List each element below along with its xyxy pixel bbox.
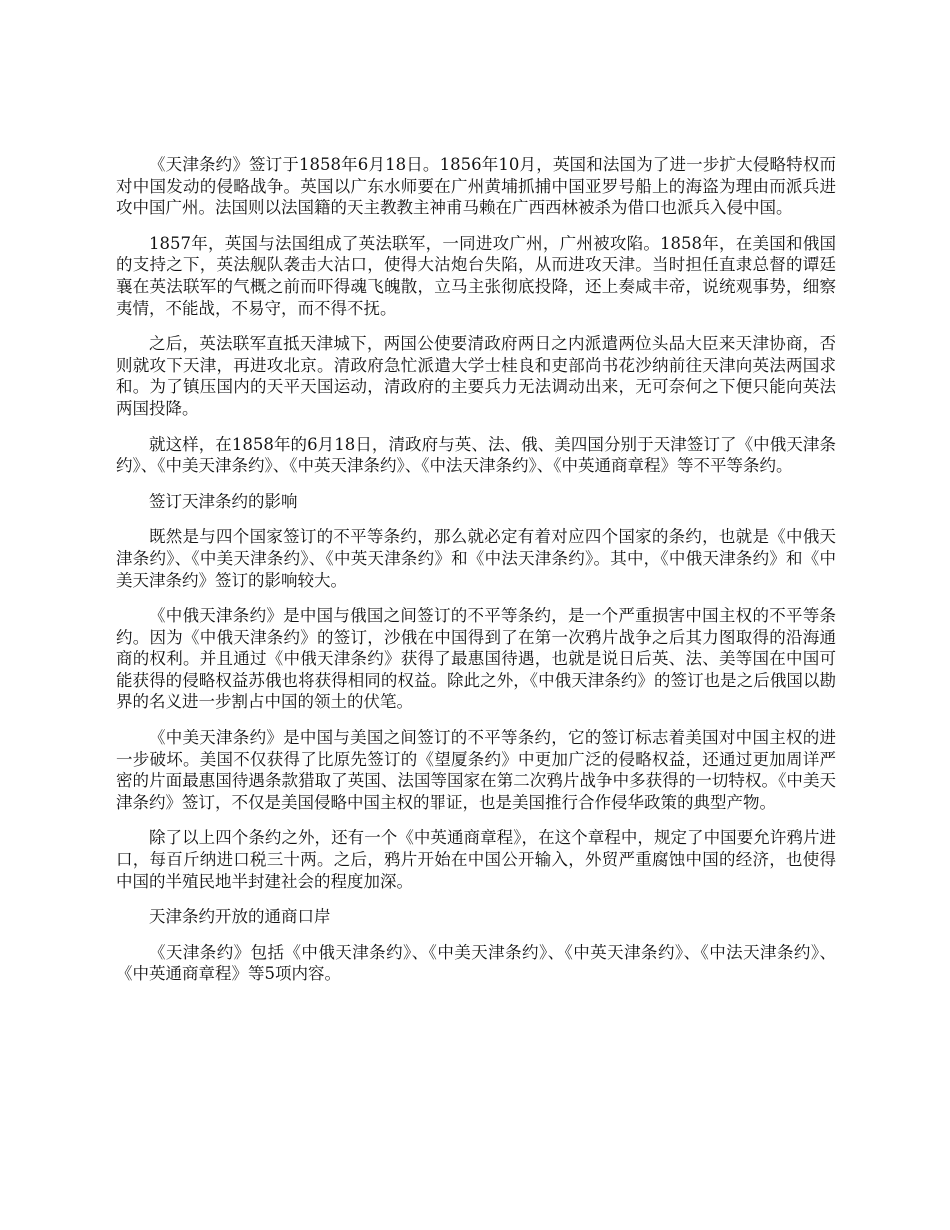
document-page [116, 154, 836, 999]
paragraph-treaty-contents: 《天津条约》包括《中俄天津条约》、《中美天津条约》、《中英天津条约》、《中法天津条约》、《中英通商章程》等5项内容。 [116, 942, 836, 984]
paragraph-treaty-signing: 《天津条约》签订于1858年6月18日。1856年10月，英国和法国为了进一步扩大侵略特权而对中国发动的侵略战争。英国以广东水师要在广州黄埔抓捕中国亚罗号船上的海盗为理由而派兵进攻中国广州。法国则以法国籍的天主教教主神甫马赖在广西西林被杀为借口也派兵入侵中国。 [116, 155, 836, 218]
paragraph-sino-american-treaty: 《中美天津条约》是中国与美国之间签订的不平等条约，它的签订标志着美国对中国主权的进一步破坏。美国不仅获得了比原先签订的《望厦条约》中更加广泛的侵略权益，还通过更加周详严密的片面最惠国待遇条款猎取了英国、法国等国家在第二次鸦片战争中多获得的一切特权。《中美天津条约》签订，不仅是美国侵略中国主权的罪证，也是美国推行合作侵华政策的典型产物。 [116, 728, 836, 812]
section-heading-treaty-ports: 天津条约开放的通商口岸 [149, 907, 331, 927]
section-heading-impact: 签订天津条约的影响 [149, 491, 298, 511]
paragraph-sino-russian-treaty: 《中俄天津条约》是中国与俄国之间签订的不平等条约，是一个严重损害中国主权的不平等条约。因为《中俄天津条约》的签订，沙俄在中国得到了在第一次鸦片战争之后其力图取得的沿海通商的权利。并且通过《中俄天津条约》获得了最惠国待遇，也就是说日后英、法、美等国在中国可能获得的侵略权益苏俄也将获得相同的权益。除此之外，《中俄天津条约》的签订也是之后俄国以勘界的名义进一步割占中国的领土的伏笔。 [116, 606, 836, 712]
paragraph-treaties-signed: 就这样，在1858年的6月18日，清政府与英、法、俄、美四国分别于天津签订了《中俄天津条约》、《中美天津条约》、《中英天津条约》、《中法天津条约》、《中英通商章程》等不平等条约。 [116, 434, 836, 476]
paragraph-tianjin-negotiation: 之后，英法联军直抵天津城下，两国公使要清政府两日之内派遣两位头品大臣来天津协商，否则就攻下天津，再进攻北京。清政府急忙派遣大学士桂良和吏部尚书花沙纳前往天津向英法两国求和。为了镇压国内的天平天国运动，清政府的主要兵力无法调动出来，无可奈何之下便只能向英法两国投降。 [116, 334, 836, 418]
paragraph-trade-regulations: 除了以上四个条约之外，还有一个《中英通商章程》，在这个章程中，规定了中国要允许鸦片进口，每百斤纳进口税三十两。之后，鸦片开始在中国公开输入，外贸严重腐蚀中国的经济，也使得中国的半殖民地半封建社会的程度加深。 [116, 828, 836, 891]
paragraph-four-treaties: 既然是与四个国家签订的不平等条约，那么就必定有着对应四个国家的条约，也就是《中俄天津条约》、《中美天津条约》、《中英天津条约》和《中法天津条约》。其中，《中俄天津条约》和《中美天津条约》签订的影响较大。 [116, 527, 836, 590]
paragraph-anglo-french-alliance: 1857年，英国与法国组成了英法联军，一同进攻广州，广州被攻陷。1858年，在美国和俄国的支持之下，英法舰队袭击大沽口，使得大沽炮台失陷，从而进攻天津。当时担任直隶总督的谭廷襄在英法联军的气概之前而吓得魂飞魄散，立马主张彻底投降，还上奏咸丰帝，说统观事势，细察夷情，不能战，不易守，而不得不抚。 [116, 233, 836, 318]
